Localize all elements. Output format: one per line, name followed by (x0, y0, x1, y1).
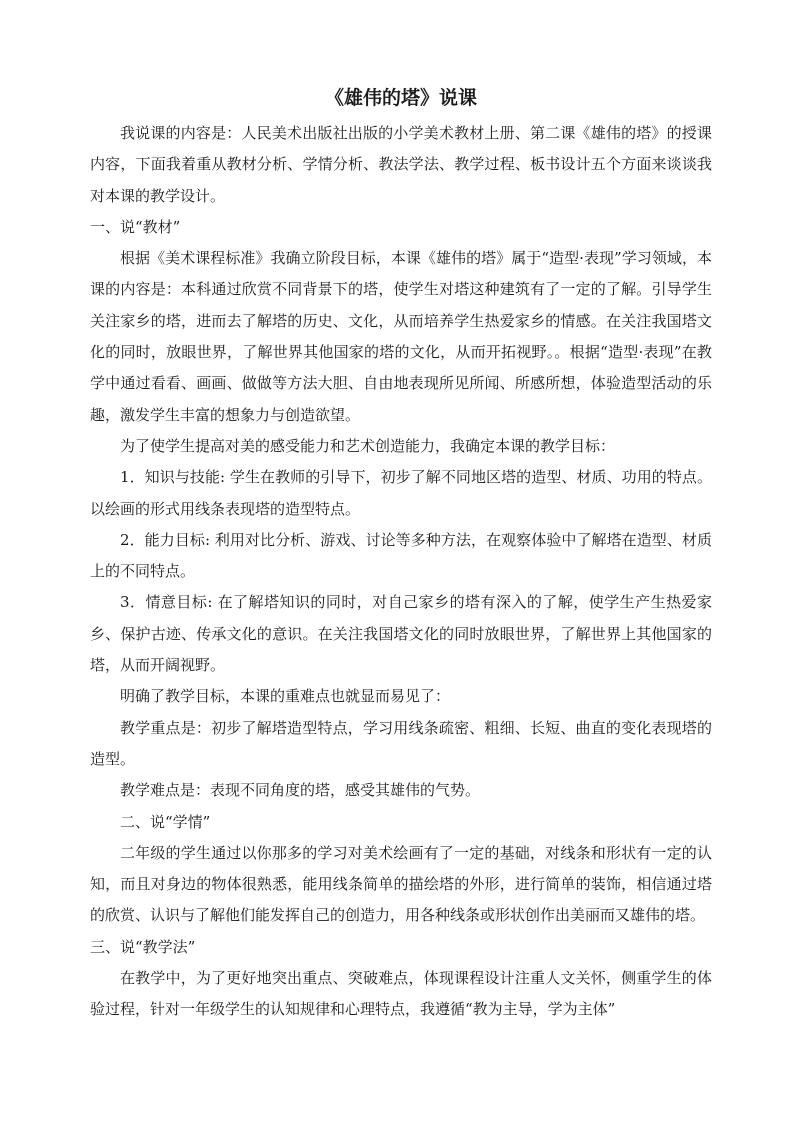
section-heading-methods: 三、说“教学法” (90, 937, 196, 956)
paragraph-goal-knowledge: 1．知识与技能: 学生在教师的引导下，初步了解不同地区塔的造型、材质、功用的特点。以绘画的形式用线条表现塔的造型特点。 (90, 468, 712, 518)
paragraph-intro: 我说课的内容是：人民美术出版社出版的小学美术教材上册、第二课《雄伟的塔》的授课内容，下面我着重从教材分析、学情分析、教法学法、教学过程、板书设计五个方面来谈谈我对本课的教学设计。 (90, 124, 712, 205)
paragraph-goal-emotion: 3．情意目标: 在了解塔知识的同时，对自己家乡的塔有深入的了解，使学生产生热爱家乡、保护古迹、传承文化的意识。在关注我国塔文化的同时放眼世界，了解世界上其他国家的塔，从而开阔视野。 (90, 593, 712, 675)
paragraph-teaching-difficulty: 教学难点是：表现不同角度的塔，感受其雄伟的气势。 (120, 781, 481, 800)
paragraph-teaching-focus: 教学重点是：初步了解塔造型特点，学习用线条疏密、粗细、长短、曲直的变化表现塔的造型。 (90, 718, 712, 768)
paragraph-goal-ability: 2．能力目标: 利用对比分析、游戏、讨论等多种方法，在观察体验中了解塔在造型、材质上的不同特点。 (90, 530, 712, 581)
paragraph-methods: 在教学中，为了更好地突出重点、突破难点，体现课程设计注重人文关怀，侧重学生的体验过程，针对一年级学生的认知规律和心理特点，我遵循“教为主导，学为主体” (90, 969, 712, 1019)
section-heading-textbook: 一、说“教材” (90, 217, 181, 236)
paragraph-key-points-intro: 明确了教学目标，本课的重难点也就显而易见了： (120, 687, 451, 706)
paragraph-goals-intro: 为了使学生提高对美的感受能力和艺术创造能力，我确定本课的教学目标： (120, 436, 616, 455)
paragraph-student-analysis: 二年级的学生通过以你那多的学习对美术绘画有了一定的基础，对线条和形状有一定的认知，而且对身边的物体很熟悉，能用线条简单的描绘塔的外形，进行简单的装饰，相信通过塔的欣赏、认识与了解他们能发挥自己的创造力，用各种线条或形状创作出美丽而又雄伟的塔。 (90, 843, 712, 925)
document-title: 《雄伟的塔》说课 (324, 87, 477, 109)
section-heading-students: 二、说“学情” (120, 812, 211, 831)
paragraph-textbook-analysis: 根据《美术课程标准》我确立阶段目标，本课《雄伟的塔》属于“造型·表现”学习领域，本课的内容是：本科通过欣赏不同背景下的塔，使学生对塔这种建筑有了一定的了解。引导学生关注家乡的塔，进而去了解塔的历史、文化，从而培养学生热爱家乡的情感。在关注我国塔文化的同时，放眼世界，了解世界其他国家的塔的文化，从而开拓视野。。根据“造型·表现”在教学中通过看看、画画、做做等方法大胆、自由地表现所见所闻、所感所想，体验造型活动的乐趣，激发学生丰富的想象力与创造欲望。 (90, 249, 712, 424)
document-page (90, 78, 712, 1026)
